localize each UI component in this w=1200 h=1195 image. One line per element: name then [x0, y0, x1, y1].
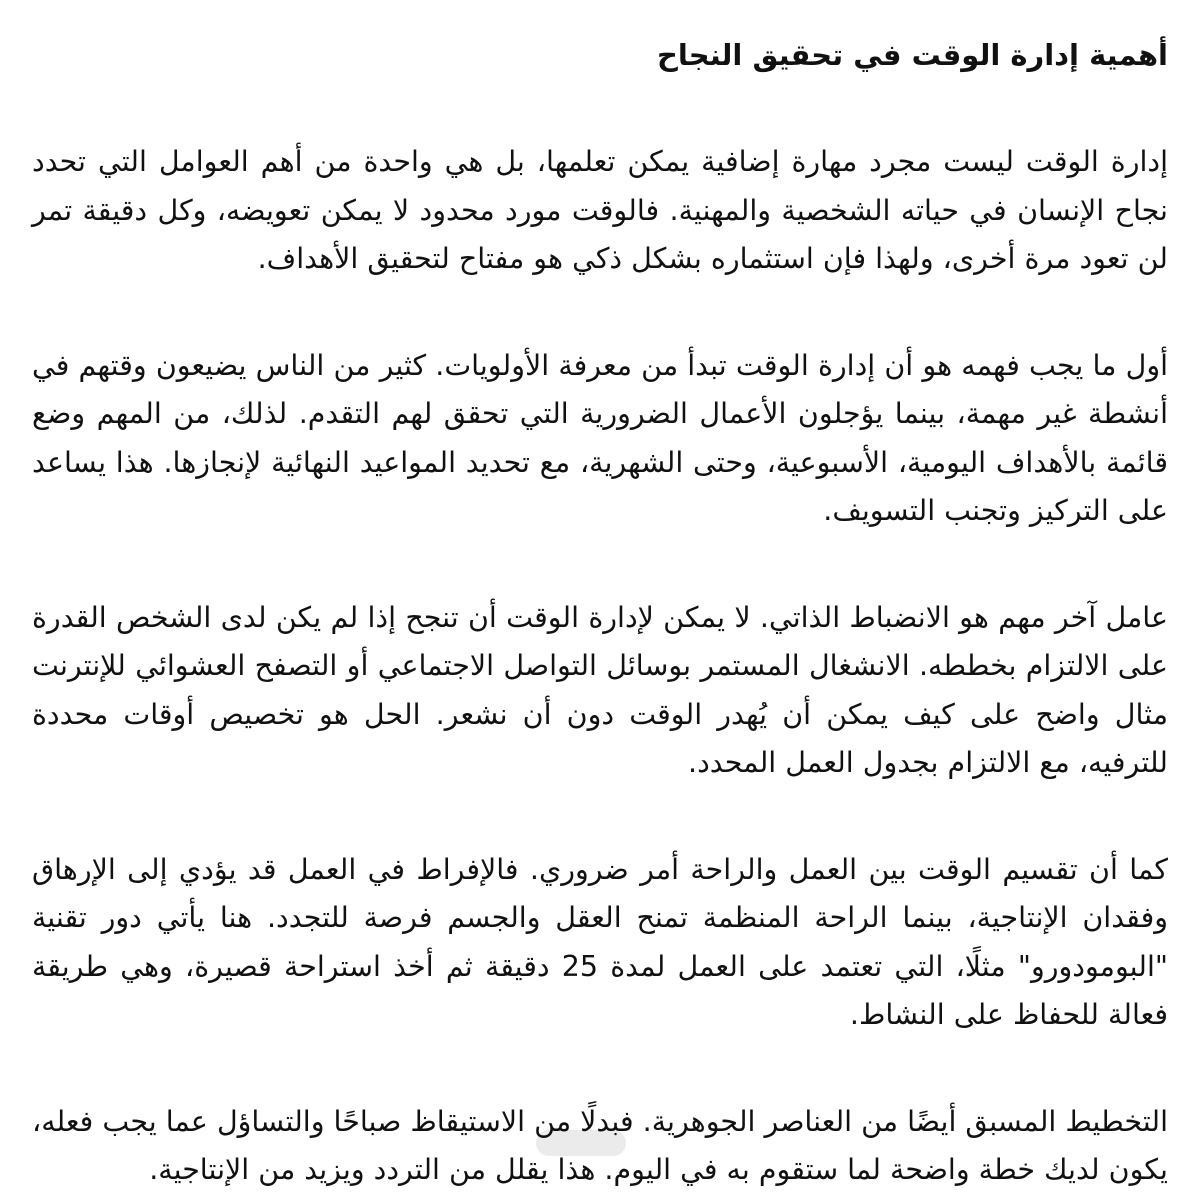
paragraph-intro: إدارة الوقت ليست مجرد مهارة إضافية يمكن تعلمها، بل هي واحدة من أهم العوامل التي تحدد نجاح الإنسان في حياته الشخصية والمهنية. فالوقت مورد محدود لا يمكن تعويضه، وكل دقيقة تمر لن تعود مرة أخرى، ولهذا فإن استثماره بشكل ذكي هو مفتاح لتحقيق الأهداف. [32, 145, 1168, 275]
paragraph-planning: التخطيط المسبق أيضًا من العناصر الجوهرية. فبدلًا من الاستيقاظ صباحًا والتساؤل عما يجب فعله، يكون لديك خطة واضحة لما ستقوم به في اليوم. هذا يقلل من التردد ويزيد من الإنتاجية. [32, 1104, 1168, 1186]
paragraph-self-discipline: عامل آخر مهم هو الانضباط الذاتي. لا يمكن لإدارة الوقت أن تنجح إذا لم يكن لدى الشخص القدرة على الالتزام بخططه. الانشغال المستمر بوسائل التواصل الاجتماعي أو التصفح العشوائي للإنترنت مثال واضح على كيف يمكن أن يُهدر الوقت دون أن نشعر. الحل هو تخصيص أوقات محددة للترفيه، مع الالتزام بجدول العمل المحدد. [32, 600, 1168, 779]
watermark-mark [536, 1130, 626, 1156]
article-title: أهمية إدارة الوقت في تحقيق النجاح [657, 38, 1168, 72]
paragraph-work-rest: كما أن تقسيم الوقت بين العمل والراحة أمر ضروري. فالإفراط في العمل قد يؤدي إلى الإرهاق وفقدان الإنتاجية، بينما الراحة المنظمة تمنح العقل والجسم فرصة للتجدد. هنا يأتي دور تقنية "البومودورو" مثلًا، التي تعتمد على العمل لمدة 25 دقيقة ثم أخذ استراحة قصيرة، وهي طريقة فعالة للحفاظ على النشاط. [32, 852, 1168, 1031]
paragraph-priorities: أول ما يجب فهمه هو أن إدارة الوقت تبدأ من معرفة الأولويات. كثير من الناس يضيعون وقتهم في أنشطة غير مهمة، بينما يؤجلون الأعمال الضرورية التي تحقق لهم التقدم. لذلك، من المهم وضع قائمة بالأهداف اليومية، الأسبوعية، وحتى الشهرية، مع تحديد المواعيد النهائية لإنجازها. هذا يساعد على التركيز وتجنب التسويف. [32, 348, 1168, 527]
